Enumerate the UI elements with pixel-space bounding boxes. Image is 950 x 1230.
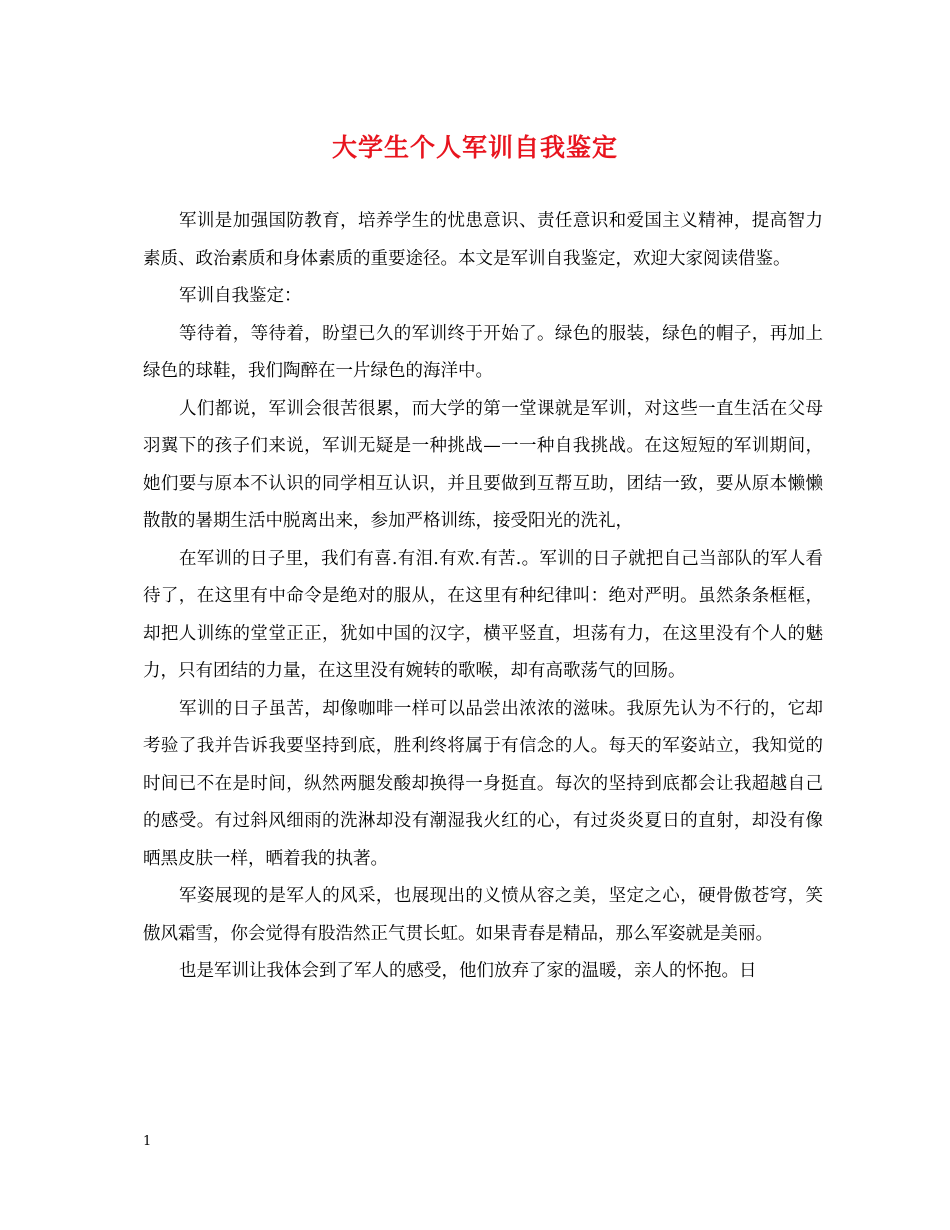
paragraph-3: 在军训的日子里，我们有喜.有泪.有欢.有苦.。军训的日子就把自己当部队的军人看待了，在这里有中命令是绝对的服从，在这里有种纪律叫：绝对严明。虽然条条框框，却把人训练的堂堂正正，犹如中国的汉字，横平竖直，坦荡有力，在这里没有个人的魅力，只有团结的力量，在这里没有婉转的歌喉，却有高歌荡气的回肠。 [143,548,823,681]
paragraph-6: 也是军训让我体会到了军人的感受，他们放弃了家的温暖，亲人的怀抱。日 [179,961,757,981]
paragraph-heading: 军训自我鉴定： [179,286,302,306]
paragraph-4: 军训的日子虽苦，却像咖啡一样可以品尝出浓浓的滋味。我原先认为不行的，它却考验了我并告诉我要坚持到底，胜利终将属于有信念的人。每天的军姿站立，我知觉的时间已不在是时间，纵然两腿发酸却换得一身挺直。每次的坚持到底都会让我超越自己的感受。有过斜风细雨的洗淋却没有潮湿我火红的心，有过炎炎夏日的直射，却没有像晒黑皮肤一样，晒着我的执著。 [143,698,823,869]
page-number: 1 [143,1134,152,1149]
paragraph-5: 军姿展现的是军人的风采，也展现出的义愤从容之美，坚定之心，硬骨傲苍穹，笑傲风霜雪，你会觉得有股浩然正气贯长虹。如果青春是精品，那么军姿就是美丽。 [143,886,823,944]
paragraph-1: 等待着，等待着，盼望已久的军训终于开始了。绿色的服装，绿色的帽子，再加上绿色的球鞋，我们陶醉在一片绿色的海洋中。 [143,323,823,381]
paragraph-2: 人们都说，军训会很苦很累，而大学的第一堂课就是军训，对这些一直生活在父母羽翼下的孩子们来说，军训无疑是一种挑战—一一种自我挑战。在这短短的军训期间，她们要与原本不认识的同学相互认识，并且要做到互帮互助，团结一致，要从原本懒懒散散的暑期生活中脱离出来，参加严格训练，接受阳光的洗礼， [143,398,823,531]
paragraph-intro: 军训是加强国防教育，培养学生的忧患意识、责任意识和爱国主义精神，提高智力素质、政治素质和身体素质的重要途径。本文是军训自我鉴定，欢迎大家阅读借鉴。 [143,211,823,269]
document-title: 大学生个人军训自我鉴定 [331,133,618,162]
document-body [143,203,823,991]
